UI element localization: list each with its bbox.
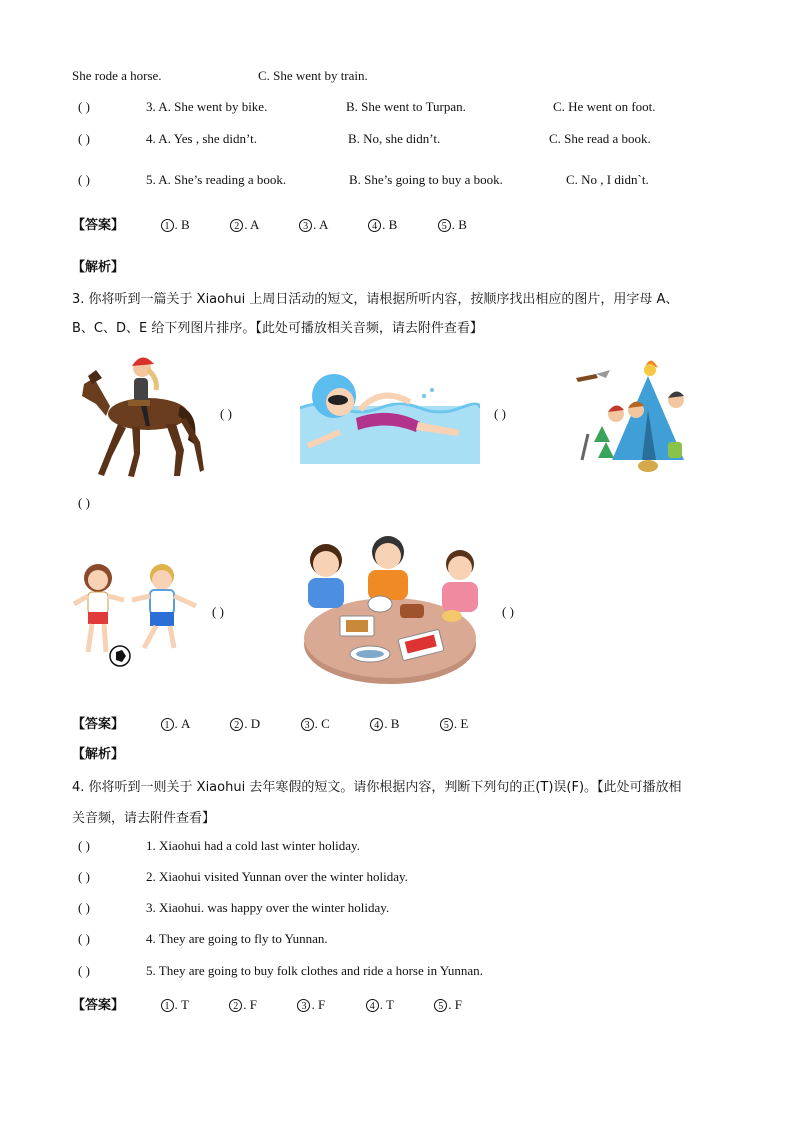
answer-row: [72, 713, 468, 732]
option-a-text: 5. A. She’s reading a book.: [146, 172, 287, 187]
answer-item: 4 . T: [366, 997, 394, 1012]
option-c-text: C. She went by train.: [258, 68, 368, 83]
answer-blank[interactable]: ( ): [502, 604, 514, 619]
option-c-text: C. She read a book.: [549, 131, 651, 146]
answer-blank[interactable]: ( ): [78, 172, 90, 187]
option-c-text: C. No , I didn`t.: [566, 172, 649, 187]
camping-picture: [572, 350, 700, 478]
answer-blank[interactable]: ( ): [212, 604, 224, 619]
answer-blank[interactable]: ( ): [220, 406, 232, 421]
horse-riding-picture: [76, 344, 208, 482]
answer-item: 4 . B: [368, 217, 397, 232]
answer-blank[interactable]: ( ): [78, 131, 90, 146]
answer-label: 【答案】: [72, 998, 125, 1013]
option-b-text: B. She’s going to buy a book.: [349, 172, 503, 187]
question-prompt: 关音频，请去附件查看】: [72, 811, 216, 826]
option-a-text: 3. A. She went by bike.: [146, 99, 268, 114]
question-prompt: 4. 你将听到一则关于 Xiaohui 去年寒假的短文。请你根据内容，判断下列句的正(T)误(F)。【此处可播放相: [72, 780, 682, 795]
option-b-text: B. No, she didn’t.: [348, 131, 441, 146]
answer-blank[interactable]: ( ): [78, 495, 90, 510]
answer-blank[interactable]: ( ): [78, 900, 90, 915]
question-prompt: B、C、D、E 给下列图片排序。【此处可播放相关音频，请去附件查看】: [72, 321, 483, 336]
question-prompt: 3. 你将听到一篇关于 Xiaohui 上周日活动的短文，请根据所听内容，按顺序找出相应的图片，用字母 A、: [72, 292, 679, 307]
answer-item: 2 . D: [230, 716, 260, 731]
answer-blank[interactable]: ( ): [78, 963, 90, 978]
answer-blank[interactable]: ( ): [78, 869, 90, 884]
answer-row: [72, 214, 467, 233]
answer-item: 1 . A: [161, 716, 190, 731]
statement-text: 3. Xiaohui. was happy over the winter holiday.: [146, 900, 390, 915]
playing-football-picture: [72, 556, 202, 670]
statement-text: 1. Xiaohui had a cold last winter holiday.: [146, 838, 360, 853]
answer-item: 3 . A: [299, 217, 327, 232]
statement-text: 4. They are going to fly to Yunnan.: [146, 931, 328, 946]
answer-item: 2 . A: [230, 217, 258, 232]
option-a-text: She rode a horse.: [72, 68, 162, 83]
answer-blank[interactable]: ( ): [494, 406, 506, 421]
answer-item: 3 . C: [301, 716, 330, 731]
answer-item: 1 . B: [161, 217, 190, 232]
answer-item: 2 . F: [229, 997, 257, 1012]
option-b-text: B. She went to Turpan.: [346, 99, 466, 114]
statement-text: 2. Xiaohui visited Yunnan over the winter holiday.: [146, 869, 408, 884]
answer-label: 【答案】: [72, 717, 125, 732]
option-a-text: 4. A. Yes , she didn’t.: [146, 131, 258, 146]
answer-item: 5 . B: [438, 217, 467, 232]
answer-item: 1 . T: [161, 997, 189, 1012]
answer-blank[interactable]: ( ): [78, 931, 90, 946]
answer-blank[interactable]: ( ): [78, 99, 90, 114]
option-c-text: C. He went on foot.: [553, 99, 656, 114]
answer-blank[interactable]: ( ): [78, 838, 90, 853]
answer-item: 5 . F: [434, 997, 462, 1012]
analysis-label: 【解析】: [72, 747, 125, 762]
answer-item: 3 . F: [297, 997, 325, 1012]
answer-item: 5 . E: [440, 716, 468, 731]
family-dinner-picture: [300, 534, 480, 686]
swimming-picture: [300, 366, 480, 464]
statement-text: 5. They are going to buy folk clothes and ride a horse in Yunnan.: [146, 963, 483, 978]
answer-item: 4 . B: [370, 716, 399, 731]
analysis-label: 【解析】: [72, 260, 125, 275]
answer-row: [72, 994, 462, 1013]
answer-label: 【答案】: [72, 218, 125, 233]
